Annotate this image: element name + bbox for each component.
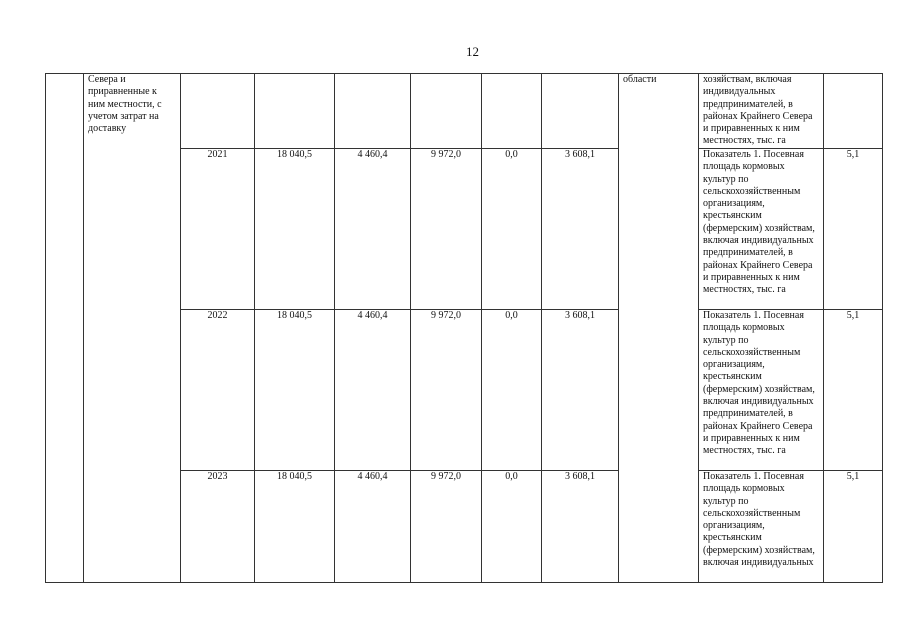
year-cell: 2022 (181, 310, 255, 471)
regional-cell: 9 972,0 (411, 310, 482, 471)
indicator-cell (699, 310, 824, 471)
indicator-cell (699, 74, 824, 149)
local-cell: 0,0 (482, 149, 542, 310)
page-number: 12 (466, 44, 479, 59)
local-cell: 0,0 (482, 310, 542, 471)
table-cell (181, 74, 255, 149)
table-cell-number (46, 74, 84, 583)
responsible-cell (619, 74, 699, 583)
responsible-text: области (623, 74, 657, 85)
indicator-value-cell: 5,1 (824, 471, 883, 583)
table-cell (542, 74, 619, 149)
table-cell (411, 74, 482, 149)
other-cell: 3 608,1 (542, 149, 619, 310)
total-cell: 18 040,5 (255, 310, 335, 471)
federal-cell: 4 460,4 (335, 310, 411, 471)
federal-cell: 4 460,4 (335, 149, 411, 310)
regional-cell: 9 972,0 (411, 471, 482, 583)
budget-table (45, 73, 883, 583)
indicator-value-cell: 5,1 (824, 310, 883, 471)
table-cell (335, 74, 411, 149)
other-cell: 3 608,1 (542, 471, 619, 583)
indicator-text: Показатель 1. Посевная площадь кормовых культур по сельскохозяйственным организациям, крестьянским (фермерским) хозяйствам, включая индивидуальных (703, 471, 815, 569)
local-cell: 0,0 (482, 471, 542, 583)
table-cell (824, 74, 883, 149)
table-row (46, 74, 883, 149)
indicator-text: хозяйствам, включая индивидуальных предпринимателей, в районах Крайнего Севера и приравненных к ним местностях, тыс. га (703, 74, 813, 147)
year-cell: 2023 (181, 471, 255, 583)
total-cell: 18 040,5 (255, 149, 335, 310)
other-cell: 3 608,1 (542, 310, 619, 471)
indicator-text: Показатель 1. Посевная площадь кормовых культур по сельскохозяйственным организациям, крестьянским (фермерским) хозяйствам, включая индивидуальных предпринимателей, в районах Крайнего Севера и приравненных к ним местностях, тыс. га (703, 310, 815, 457)
indicator-cell (699, 471, 824, 583)
indicator-text: Показатель 1. Посевная площадь кормовых культур по сельскохозяйственным организациям, крестьянским (фермерским) хозяйствам, включая индивидуальных предпринимателей, в районах Крайнего Севера и приравненных к ним местностях, тыс. га (703, 149, 815, 296)
program-description-text: Севера и приравненные к ним местности, с учетом затрат на доставку (88, 74, 162, 135)
table-cell (255, 74, 335, 149)
indicator-value-cell: 5,1 (824, 149, 883, 310)
program-description-cell (84, 74, 181, 583)
total-cell: 18 040,5 (255, 471, 335, 583)
year-cell: 2021 (181, 149, 255, 310)
regional-cell: 9 972,0 (411, 149, 482, 310)
federal-cell: 4 460,4 (335, 471, 411, 583)
indicator-cell (699, 149, 824, 310)
table-cell (482, 74, 542, 149)
